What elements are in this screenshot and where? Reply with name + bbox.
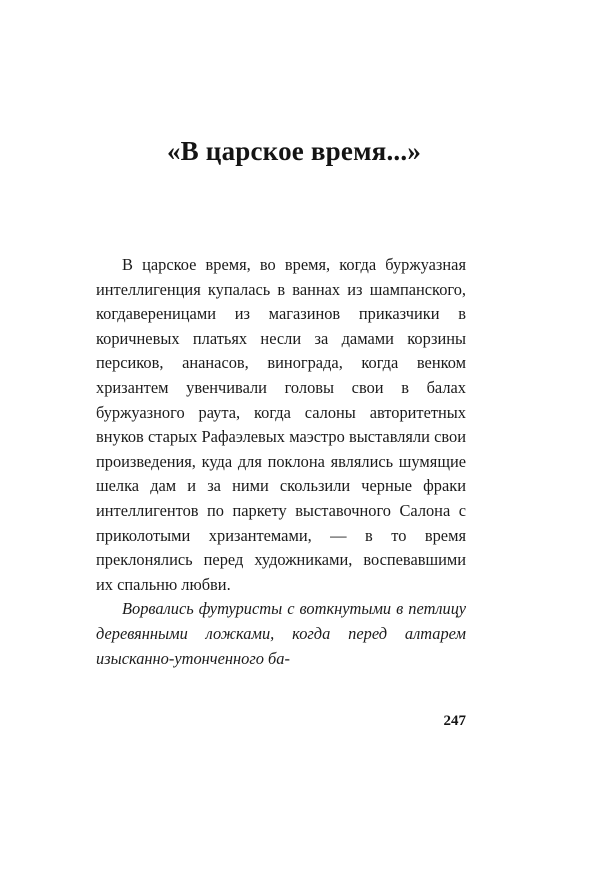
page-number: 247 (443, 713, 466, 729)
body-text (96, 253, 466, 671)
paragraph: В царское время, во время, когда буржуазная интеллигенция купалась в ваннах из шампанского, когдавереницами из магазинов приказчики в коричневых платьях несли за дамами корзины персиков, ананасов, винограда, когда венком хризантем увенчивали головы свои в балах буржуазного раута, когда салоны авторитетных внуков старых Рафаэлевых маэстро выставляли свои произведения, куда для поклона являлись шумящие шелка дам и за ними скользили черные фраки интеллигентов по паркету выставочного Салона с приколотыми хризантемами, — в то время преклонялись перед художниками, воспевавшими их спальню любви. (96, 255, 466, 594)
paragraph: Ворвались футуристы с воткнутыми в петлицу деревянными ложками, когда перед алтарем изысканно-утонченного ба- (96, 599, 466, 668)
page-title: «В царское время...» (166, 136, 422, 166)
page-content-area (96, 0, 492, 877)
